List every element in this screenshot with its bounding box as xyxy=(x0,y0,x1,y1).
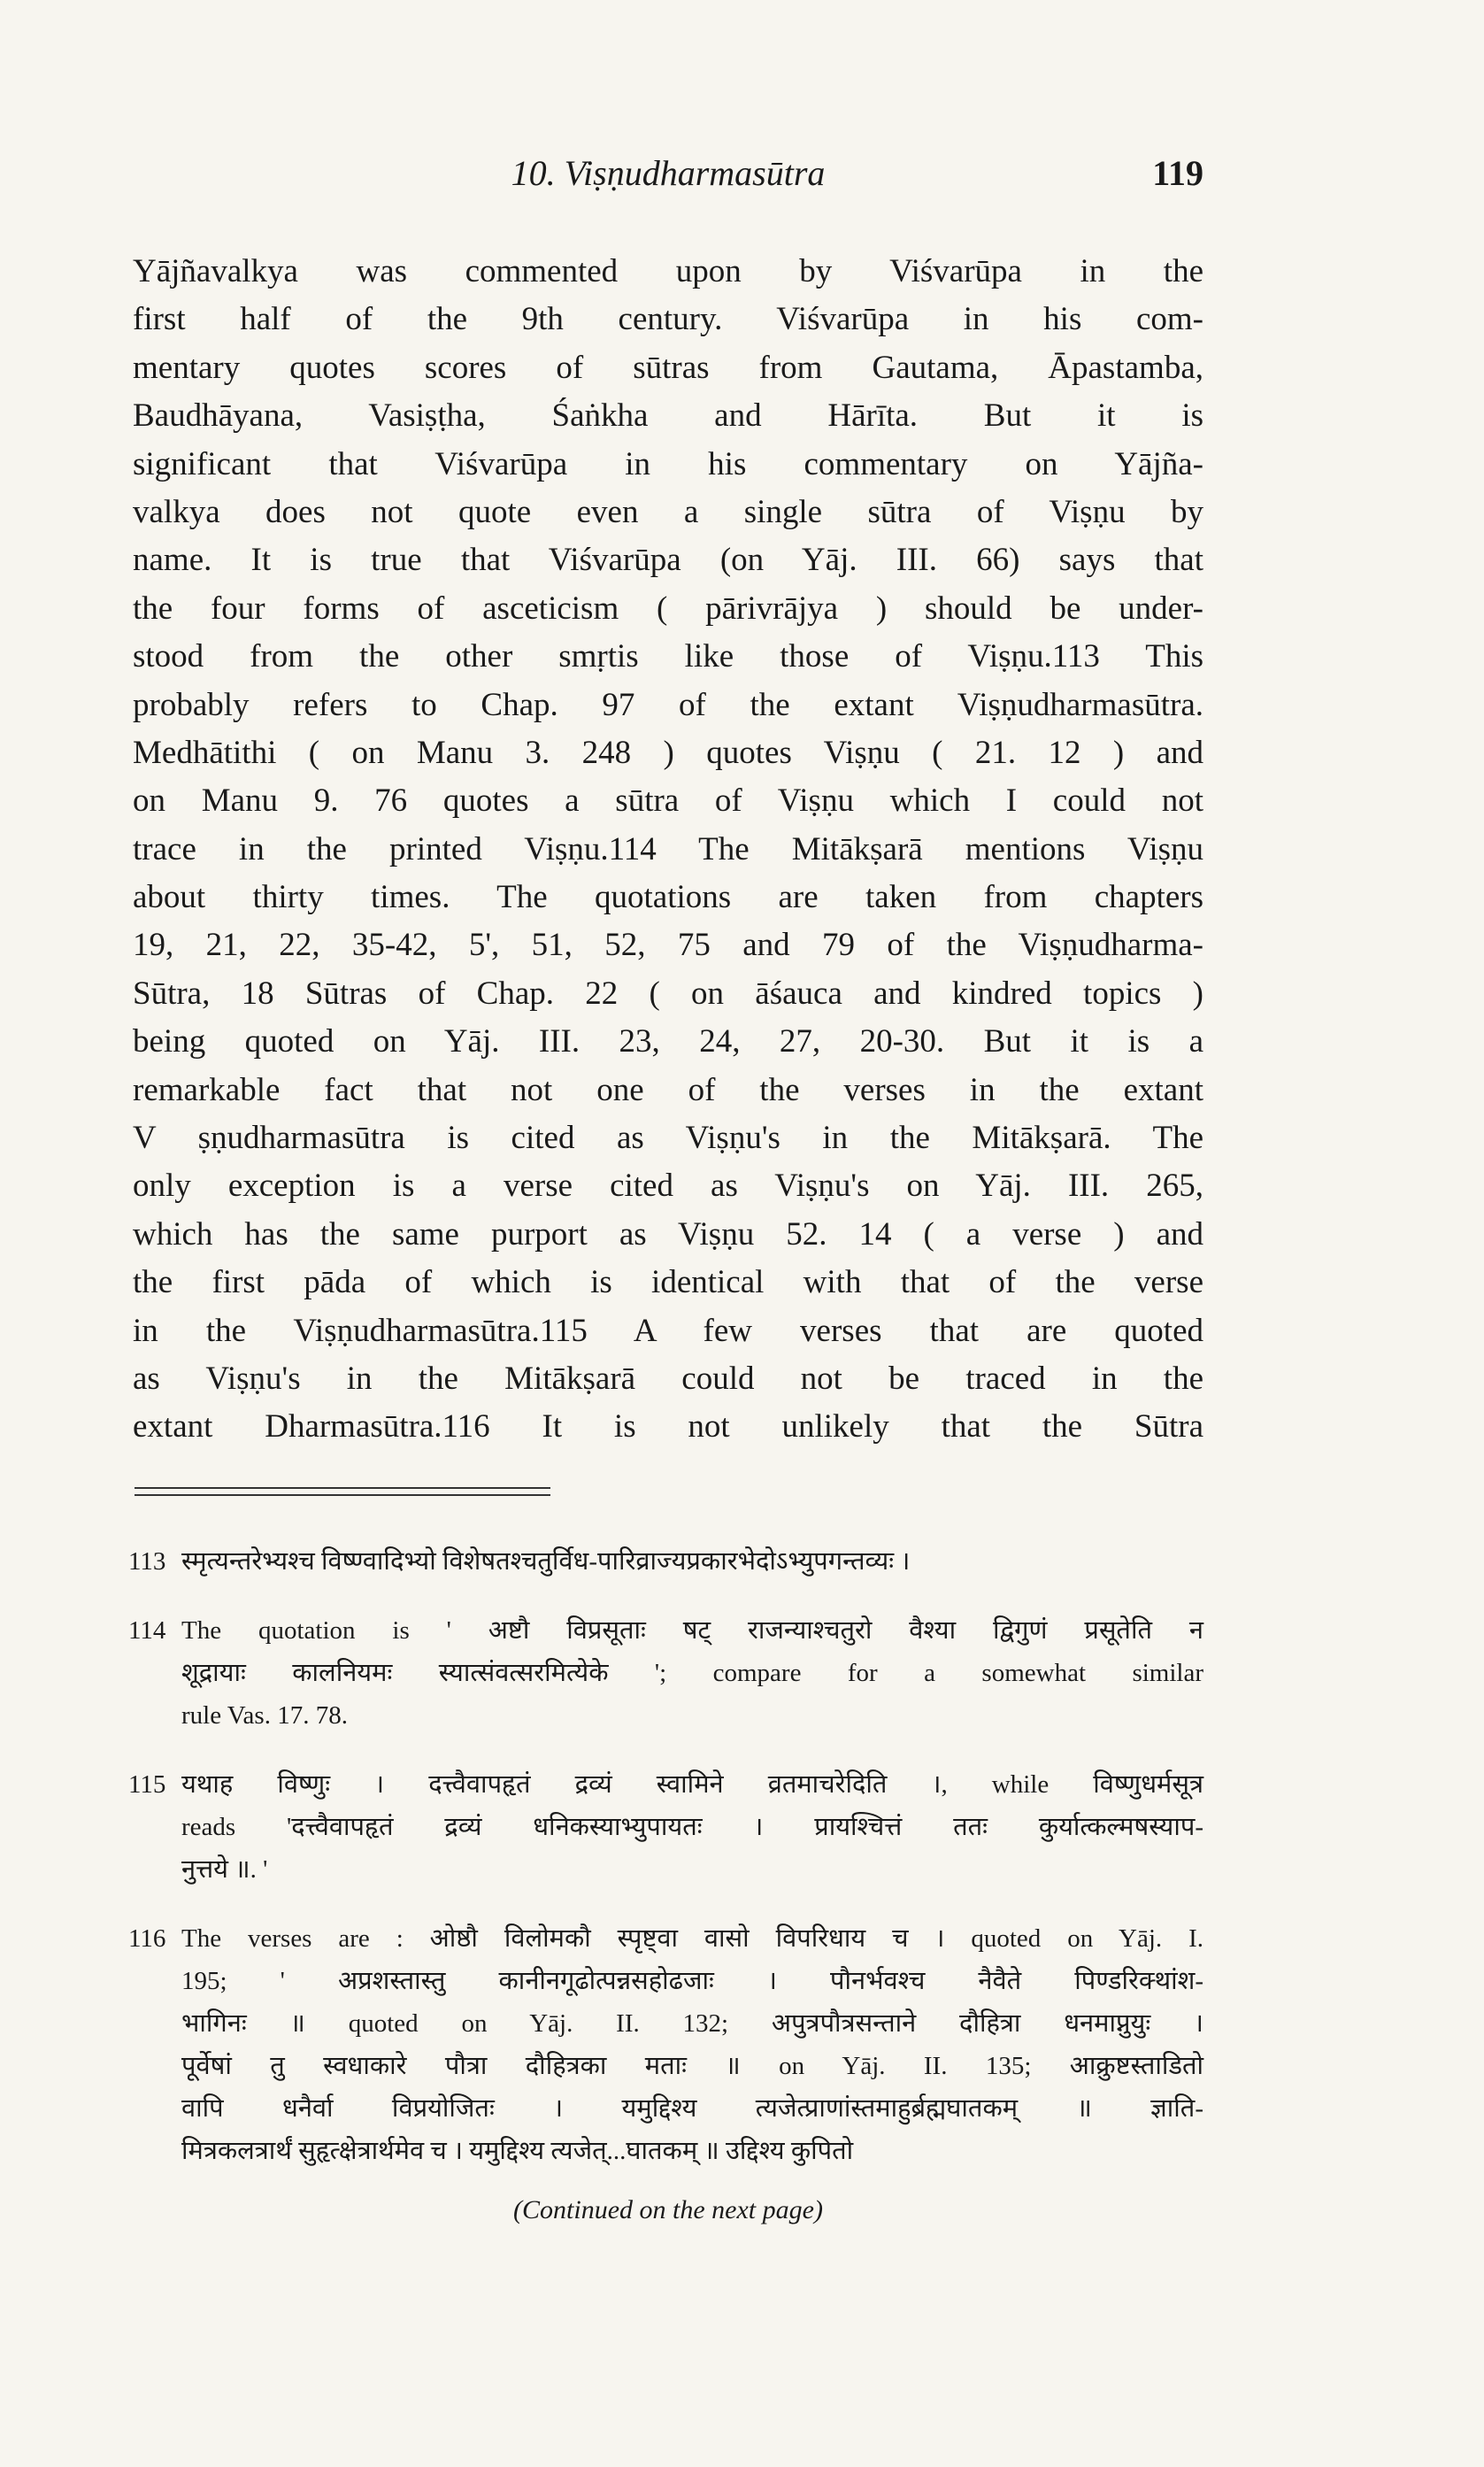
footnote-115 xyxy=(128,1763,1203,1891)
footnote-text: स्मृत्यन्तरेभ्यश्च विष्ण्वादिभ्यो विशेषतश्चतुर्विध-पारिव्राज्यप्रकारभेदोऽभ्युपगन्तव्यः । xyxy=(181,1547,911,1576)
running-title: 10. Viṣṇudharmasūtra xyxy=(511,153,826,193)
footnote-line xyxy=(181,1694,1203,1737)
text-line: 19, 21, 22, 35-42, 5', 51, 52, 75 and 79 of the Viṣṇudharma- xyxy=(133,927,1203,964)
text-line: trace in the printed Viṣṇu.114 The Mitākṣarā mentions Viṣṇu xyxy=(133,830,1203,867)
text-line: the first pāda of which is identical with that of the verse xyxy=(133,1264,1203,1301)
footnote-line xyxy=(181,1806,1203,1848)
text-line: V ṣṇudharmasūtra is cited as Viṣṇu's in the Mitākṣarā. The xyxy=(133,1120,1203,1157)
footnote-text: rule Vas. 17. 78. xyxy=(181,1701,348,1730)
footnote-line xyxy=(181,2045,1203,2087)
footnote-line xyxy=(181,1652,1203,1694)
text-line: Sūtra, 18 Sūtras of Chap. 22 ( on āśauca and kindred topics ) xyxy=(133,975,1203,1012)
continued-note: (Continued on the next page) xyxy=(513,2195,823,2224)
page-number: 119 xyxy=(1152,153,1203,193)
footnote-line xyxy=(181,2087,1203,2130)
footnote-line: 115 यथाह विष्णुः । दत्त्वैवापहृतं द्रव्यं स्वामिने व्रतमाचरेदिति ।, while विष्णुधर्मसूत्र xyxy=(128,1770,1203,1799)
footnote-text: नुत्तये ॥. ' xyxy=(181,1855,268,1884)
footnote-113 xyxy=(128,1540,1203,1583)
footnote-separator xyxy=(135,1487,550,1496)
footnote-text: पूर्वेषां तु स्वधाकारे पौत्रा दौहित्रका मताः ॥ on Yāj. II. 135; आक्रुष्टस्ताडितो xyxy=(181,2052,1203,2080)
text-line: mentary quotes scores of sūtras from Gautama, Āpastamba, xyxy=(133,349,1203,386)
footnote-line xyxy=(181,1960,1203,2002)
text-line: on Manu 9. 76 quotes a sūtra of Viṣṇu which I could not xyxy=(133,783,1203,820)
text-line: about thirty times. The quotations are taken from chapters xyxy=(133,879,1203,916)
text-line: first half of the 9th century. Viśvarūpa in his com- xyxy=(133,301,1203,338)
page-header xyxy=(133,152,1203,205)
footnote-114 xyxy=(128,1609,1203,1737)
text-line: as Viṣṇu's in the Mitākṣarā could not be traced in the xyxy=(133,1360,1203,1397)
text-line: only exception is a verse cited as Viṣṇu's on Yāj. III. 265, xyxy=(133,1168,1203,1205)
footnote-line: 116 The verses are : ओष्ठौ विलोमकौ स्पृष्ट्वा वासो विपरिधाय च । quoted on Yāj. I. xyxy=(128,1924,1203,1953)
footnotes xyxy=(128,1540,1203,2199)
footnote-text: यथाह विष्णुः । दत्त्वैवापहृतं द्रव्यं स्वामिने व्रतमाचरेदिति ।, while विष्णुधर्मसूत्र xyxy=(181,1770,1203,1799)
text-line: valkya does not quote even a single sūtra of Viṣṇu by xyxy=(133,493,1203,530)
footnote-text: शूद्रायाः कालनियमः स्यात्संवत्सरमित्येके '; compare for a somewhat similar xyxy=(181,1659,1203,1687)
text-line: extant Dharmasūtra.116 It is not unlikely that the Sūtra xyxy=(133,1408,1203,1446)
footnote-text: मित्रकलत्रार्थं सुहृत्क्षेत्रार्थमेव च । यमुद्दिश्य त्यजेत्...घातकम् ॥ उद्दिश्य कुपितो xyxy=(181,2137,854,2165)
text-line: probably refers to Chap. 97 of the extant Viṣṇudharmasūtra. xyxy=(133,686,1203,723)
footnote-text: reads 'दत्त्वैवापहृतं द्रव्यं धनिकस्याभ्युपायतः । प्रायश्चित्तं ततः कुर्यात्कल्मषस्याप- xyxy=(181,1813,1203,1841)
footnote-line: 113 स्मृत्यन्तरेभ्यश्च विष्ण्वादिभ्यो विशेषतश्चतुर्विध-पारिव्राज्यप्रकारभेदोऽभ्युपगन्तव्यः । xyxy=(128,1547,911,1576)
text-line: Yājñavalkya was commented upon by Viśvarūpa in the xyxy=(133,253,1203,289)
text-line: which has the same purport as Viṣṇu 52. 14 ( a verse ) and xyxy=(133,1215,1203,1253)
text-line: stood from the other smṛtis like those of Viṣṇu.113 This xyxy=(133,638,1203,675)
text-line: Medhātithi ( on Manu 3. 248 ) quotes Viṣṇu ( 21. 12 ) and xyxy=(133,734,1203,771)
footnote-116 xyxy=(128,1917,1203,2172)
text-line: remarkable fact that not one of the verses in the extant xyxy=(133,1071,1203,1108)
footnote-text: 195; ' अप्रशस्तास्तु कानीनगूढोत्पन्नसहोढजाः । पौनर्भवश्च नैवैते पिण्डरिक्थांश- xyxy=(181,1967,1203,1995)
footnote-line xyxy=(181,1848,1203,1891)
text-line: significant that Viśvarūpa in his commentary on Yājña- xyxy=(133,445,1203,482)
footnote-line xyxy=(181,2130,1203,2172)
text-line: Baudhāyana, Vasiṣṭha, Śaṅkha and Hārīta. But it is xyxy=(133,397,1203,435)
text-line: in the Viṣṇudharmasūtra.115 A few verses that are quoted xyxy=(133,1312,1203,1349)
footnote-line: 114 The quotation is ' अष्टौ विप्रसूताः षट् राजन्याश्चतुरो वैश्या द्विगुणं प्रसूतेति न xyxy=(128,1616,1203,1645)
footnote-line xyxy=(181,2002,1203,2045)
text-line: being quoted on Yāj. III. 23, 24, 27, 20-30. But it is a xyxy=(133,1023,1203,1060)
footnote-text: The verses are : ओष्ठौ विलोमकौ स्पृष्ट्वा वासो विपरिधाय च । quoted on Yāj. I. xyxy=(181,1924,1203,1953)
footnote-text: वापि धनैर्वा विप्रयोजितः । यमुद्दिश्य त्यजेत्प्राणांस्तमाहुर्ब्रह्मघातकम् ॥ ज्ञाति- xyxy=(181,2094,1203,2123)
text-line: the four forms of asceticism ( pārivrājya ) should be under- xyxy=(133,590,1203,627)
main-text xyxy=(133,248,1203,1452)
footnote-text: The quotation is ' अष्टौ विप्रसूताः षट् राजन्याश्चतुरो वैश्या द्विगुणं प्रसूतेति न xyxy=(181,1616,1203,1645)
text-line: name. It is true that Viśvarūpa (on Yāj. III. 66) says that xyxy=(133,542,1203,579)
footnote-text: भागिनः ॥ quoted on Yāj. II. 132; अपुत्रपौत्रसन्ताने दौहित्रा धनमाप्नुयुः । xyxy=(181,2009,1203,2038)
